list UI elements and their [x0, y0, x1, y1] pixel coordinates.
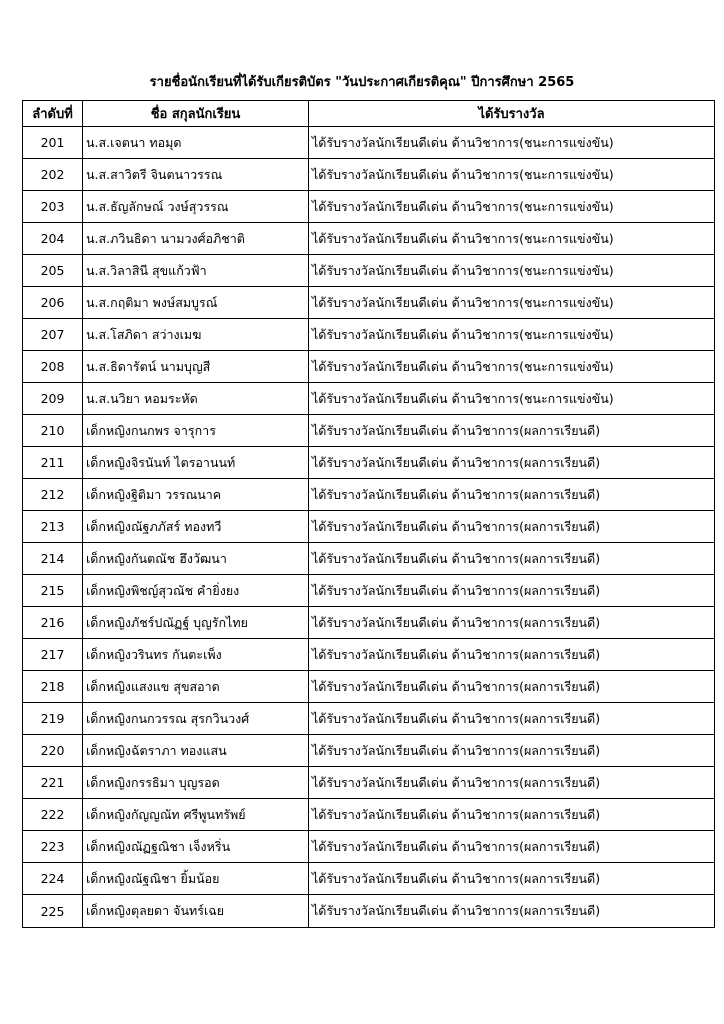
- row-number: 202: [23, 159, 83, 191]
- student-name: น.ส.สาวิตรี จินตนาวรรณ: [83, 159, 309, 191]
- row-number: 204: [23, 223, 83, 255]
- student-name: เด็กหญิงกันตณัช ฮึงวัฒนา: [83, 543, 309, 575]
- student-name: เด็กหญิงกรรธิมา บุญรอด: [83, 767, 309, 799]
- student-name: เด็กหญิงกัญญณัท ศรีพูนทรัพย์: [83, 799, 309, 831]
- table-row: [23, 767, 715, 799]
- row-number: 215: [23, 575, 83, 607]
- header-student-name: ชื่อ สกุลนักเรียน: [83, 101, 309, 127]
- row-number: 206: [23, 287, 83, 319]
- award-text: ได้รับรางวัลนักเรียนดีเด่น ด้านวิชาการ(ผลการเรียนดี): [309, 511, 715, 543]
- table-row: [23, 351, 715, 383]
- table-row: [23, 671, 715, 703]
- table-row: [23, 415, 715, 447]
- row-number: 214: [23, 543, 83, 575]
- table-row: [23, 575, 715, 607]
- table-body: [23, 127, 715, 928]
- award-text: ได้รับรางวัลนักเรียนดีเด่น ด้านวิชาการ(ชนะการแข่งขัน): [309, 223, 715, 255]
- table-row: [23, 831, 715, 863]
- row-number: 220: [23, 735, 83, 767]
- table-row: [23, 383, 715, 415]
- table-row: [23, 447, 715, 479]
- award-text: ได้รับรางวัลนักเรียนดีเด่น ด้านวิชาการ(ผลการเรียนดี): [309, 671, 715, 703]
- student-name: เด็กหญิงฉัตราภา ทองแสน: [83, 735, 309, 767]
- table-row: [23, 511, 715, 543]
- award-text: ได้รับรางวัลนักเรียนดีเด่น ด้านวิชาการ(ชนะการแข่งขัน): [309, 127, 715, 159]
- student-name: น.ส.ธิดารัตน์ นามบุญสี: [83, 351, 309, 383]
- award-text: ได้รับรางวัลนักเรียนดีเด่น ด้านวิชาการ(ผลการเรียนดี): [309, 447, 715, 479]
- row-number: 218: [23, 671, 83, 703]
- student-name: เด็กหญิงจิรนันท์ ไตรอานนท์: [83, 447, 309, 479]
- row-number: 207: [23, 319, 83, 351]
- row-number: 225: [23, 895, 83, 928]
- table-row: [23, 799, 715, 831]
- header-number: ลำดับที่: [23, 101, 83, 127]
- row-number: 221: [23, 767, 83, 799]
- award-text: ได้รับรางวัลนักเรียนดีเด่น ด้านวิชาการ(ชนะการแข่งขัน): [309, 159, 715, 191]
- award-text: ได้รับรางวัลนักเรียนดีเด่น ด้านวิชาการ(ผลการเรียนดี): [309, 895, 715, 928]
- table-row: [23, 191, 715, 223]
- table-row: [23, 735, 715, 767]
- award-text: ได้รับรางวัลนักเรียนดีเด่น ด้านวิชาการ(ผลการเรียนดี): [309, 543, 715, 575]
- table-row: [23, 127, 715, 159]
- award-text: ได้รับรางวัลนักเรียนดีเด่น ด้านวิชาการ(ผลการเรียนดี): [309, 639, 715, 671]
- award-text: ได้รับรางวัลนักเรียนดีเด่น ด้านวิชาการ(ชนะการแข่งขัน): [309, 319, 715, 351]
- header-award: ได้รับรางวัล: [309, 101, 715, 127]
- table-row: [23, 703, 715, 735]
- award-text: ได้รับรางวัลนักเรียนดีเด่น ด้านวิชาการ(ผลการเรียนดี): [309, 863, 715, 895]
- table-row: [23, 895, 715, 928]
- student-name: น.ส.กฤติมา พงษ์สมบูรณ์: [83, 287, 309, 319]
- row-number: 216: [23, 607, 83, 639]
- award-text: ได้รับรางวัลนักเรียนดีเด่น ด้านวิชาการ(ผลการเรียนดี): [309, 799, 715, 831]
- student-name: เด็กหญิงณัฏฐณิชา เจ็งหริ่น: [83, 831, 309, 863]
- student-name: เด็กหญิงแสงแข สุขสอาด: [83, 671, 309, 703]
- row-number: 223: [23, 831, 83, 863]
- student-name: เด็กหญิงณัฐภภัสร์ ทองทวี: [83, 511, 309, 543]
- table-row: [23, 479, 715, 511]
- student-name: น.ส.ธัญลักษณ์ วงษ์สุวรรณ: [83, 191, 309, 223]
- award-text: ได้รับรางวัลนักเรียนดีเด่น ด้านวิชาการ(ผลการเรียนดี): [309, 703, 715, 735]
- table-header-row: [23, 101, 715, 127]
- student-name: น.ส.วิลาสินี สุขแก้วฟ้า: [83, 255, 309, 287]
- award-text: ได้รับรางวัลนักเรียนดีเด่น ด้านวิชาการ(ชนะการแข่งขัน): [309, 191, 715, 223]
- award-text: ได้รับรางวัลนักเรียนดีเด่น ด้านวิชาการ(ผลการเรียนดี): [309, 767, 715, 799]
- award-text: ได้รับรางวัลนักเรียนดีเด่น ด้านวิชาการ(ผลการเรียนดี): [309, 735, 715, 767]
- student-name: เด็กหญิงตุลยดา จันทร์เฉย: [83, 895, 309, 928]
- row-number: 217: [23, 639, 83, 671]
- award-text: ได้รับรางวัลนักเรียนดีเด่น ด้านวิชาการ(ชนะการแข่งขัน): [309, 287, 715, 319]
- row-number: 205: [23, 255, 83, 287]
- table-row: [23, 159, 715, 191]
- student-name: เด็กหญิงฐิติมา วรรณนาค: [83, 479, 309, 511]
- student-name: น.ส.นวิยา หอมระหัด: [83, 383, 309, 415]
- row-number: 209: [23, 383, 83, 415]
- row-number: 222: [23, 799, 83, 831]
- row-number: 211: [23, 447, 83, 479]
- student-name: เด็กหญิงวรินทร กันตะเพ็ง: [83, 639, 309, 671]
- award-text: ได้รับรางวัลนักเรียนดีเด่น ด้านวิชาการ(ผลการเรียนดี): [309, 607, 715, 639]
- student-name: น.ส.เจตนา ทอมุด: [83, 127, 309, 159]
- table-row: [23, 543, 715, 575]
- table-row: [23, 639, 715, 671]
- award-text: ได้รับรางวัลนักเรียนดีเด่น ด้านวิชาการ(ผลการเรียนดี): [309, 479, 715, 511]
- award-text: ได้รับรางวัลนักเรียนดีเด่น ด้านวิชาการ(ชนะการแข่งขัน): [309, 255, 715, 287]
- student-name: เด็กหญิงกนกพร จารุการ: [83, 415, 309, 447]
- row-number: 213: [23, 511, 83, 543]
- row-number: 210: [23, 415, 83, 447]
- award-text: ได้รับรางวัลนักเรียนดีเด่น ด้านวิชาการ(ผลการเรียนดี): [309, 831, 715, 863]
- student-name: เด็กหญิงพิชญ์สุวณัช คำยิ่งยง: [83, 575, 309, 607]
- student-name: น.ส.ภวินธิดา นามวงศ์อภิชาติ: [83, 223, 309, 255]
- row-number: 203: [23, 191, 83, 223]
- student-name: เด็กหญิงภัชร์ปณัฏฐ์ บุญรักไทย: [83, 607, 309, 639]
- student-name: เด็กหญิงณัฐณิชา ยิ้มน้อย: [83, 863, 309, 895]
- table-row: [23, 607, 715, 639]
- student-name: เด็กหญิงกนกวรรณ สุรกวินวงศ์: [83, 703, 309, 735]
- row-number: 201: [23, 127, 83, 159]
- award-text: ได้รับรางวัลนักเรียนดีเด่น ด้านวิชาการ(ชนะการแข่งขัน): [309, 383, 715, 415]
- row-number: 208: [23, 351, 83, 383]
- table-row: [23, 223, 715, 255]
- award-text: ได้รับรางวัลนักเรียนดีเด่น ด้านวิชาการ(ชนะการแข่งขัน): [309, 351, 715, 383]
- table-row: [23, 255, 715, 287]
- row-number: 212: [23, 479, 83, 511]
- student-name: น.ส.โสภิดา สว่างเมฆ: [83, 319, 309, 351]
- row-number: 219: [23, 703, 83, 735]
- table-row: [23, 287, 715, 319]
- row-number: 224: [23, 863, 83, 895]
- table-row: [23, 319, 715, 351]
- table-row: [23, 863, 715, 895]
- award-text: ได้รับรางวัลนักเรียนดีเด่น ด้านวิชาการ(ผลการเรียนดี): [309, 575, 715, 607]
- award-table: [22, 100, 715, 928]
- document-title: รายชื่อนักเรียนที่ได้รับเกียรติบัตร "วันประกาศเกียรติคุณ" ปีการศึกษา 2565: [149, 75, 575, 90]
- award-text: ได้รับรางวัลนักเรียนดีเด่น ด้านวิชาการ(ผลการเรียนดี): [309, 415, 715, 447]
